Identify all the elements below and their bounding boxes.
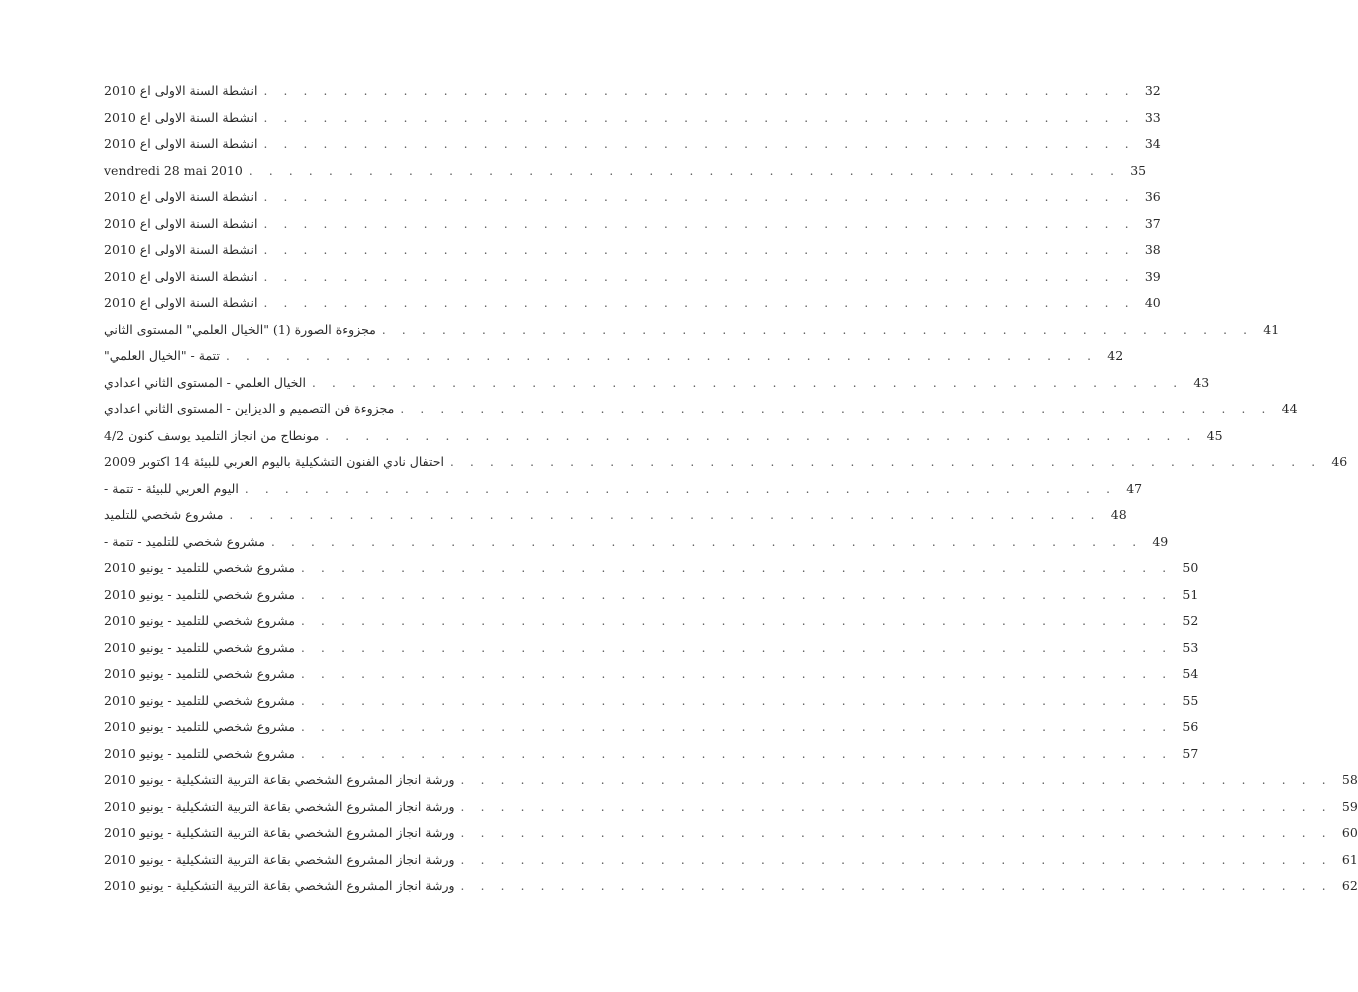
toc-entry-title: انشطة السنة الاولى اع 2010 — [104, 268, 258, 284]
toc-entry-page: 62 — [1341, 878, 1358, 893]
dot-leader: . . . . . . . . . . . . . . . . . . . . . . . . . . . . . . . . . . . . . . . . . . . . — [270, 534, 1143, 549]
dot-leader: . . . . . . . . . . . . . . . . . . . . . . . . . . . . . . . . . . . . . . . . . . . . — [301, 667, 1173, 681]
toc-entry-page: 46 — [1331, 454, 1348, 469]
toc-entry-title: احتفال نادي الفنون التشكيلية باليوم العربي للبيئة 14 اكتوبر 2009 — [104, 454, 444, 469]
toc-entry[interactable] — [104, 507, 1127, 534]
toc-entry-page: 58 — [1341, 772, 1358, 787]
toc-entry-page: 54 — [1182, 666, 1199, 681]
toc-entry-title: مشروع شخصي للتلميد - يونيو 2010 — [104, 666, 296, 681]
dot-leader: . . . . . . . . . . . . . . . . . . . . . . . . . . . . . . . . . . . . . . . . . . . . — [248, 163, 1121, 178]
toc-entry-title: تتمة - "الخيال العلمي" — [104, 348, 220, 363]
toc-entry-page: 47 — [1126, 480, 1143, 496]
toc-entry-title: ورشة انجاز المشروع الشخصي بقاعة التربية التشكيلية - يونيو 2010 — [104, 798, 455, 814]
dot-leader: . . . . . . . . . . . . . . . . . . . . . . . . . . . . . . . . . . . . . . . . . . . . — [263, 296, 1135, 310]
toc-entry[interactable] — [104, 613, 1199, 640]
toc-entry[interactable] — [104, 798, 1358, 826]
toc-entry-page: 49 — [1152, 533, 1169, 549]
toc-entry[interactable] — [104, 878, 1358, 905]
toc-entry-page: 41 — [1263, 321, 1280, 337]
dot-leader: . . . . . . . . . . . . . . . . . . . . . . . . . . . . . . . . . . . . . . . . . . . . — [263, 137, 1135, 151]
toc-entry-title: مشروع شخصي للتلميد - يونيو 2010 — [104, 745, 296, 761]
toc-entry-page: 53 — [1182, 639, 1199, 655]
dot-leader: . . . . . . . . . . . . . . . . . . . . . . . . . . . . . . . . . . . . . . . . . . . . — [263, 110, 1135, 125]
toc-entry-title: انشطة السنة الاولى اع 2010 — [104, 295, 258, 310]
toc-entry-page: 52 — [1182, 613, 1199, 628]
toc-entry[interactable] — [104, 295, 1161, 322]
toc-entry[interactable] — [104, 401, 1298, 428]
toc-entry[interactable] — [104, 374, 1210, 402]
toc-entry[interactable] — [104, 136, 1161, 163]
dot-leader: . . . . . . . . . . . . . . . . . . . . . . . . . . . . . . . . . . . . . . . . . . . . — [301, 720, 1173, 734]
toc-entry-title: مشروع شخصي للتلميد - يونيو 2010 — [104, 692, 296, 708]
toc-entry-title: انشطة السنة الاولى اع 2010 — [104, 136, 258, 151]
dot-leader: . . . . . . . . . . . . . . . . . . . . . . . . . . . . . . . . . . . . . . . . . . . . — [301, 693, 1173, 708]
toc-entry-page: 61 — [1341, 851, 1358, 867]
dot-leader: . . . . . . . . . . . . . . . . . . . . . . . . . . . . . . . . . . . . . . . . . . . . — [449, 455, 1322, 469]
dot-leader: . . . . . . . . . . . . . . . . . . . . . . . . . . . . . . . . . . . . . . . . . . . . — [263, 216, 1135, 231]
toc-entry-page: 44 — [1281, 401, 1298, 416]
toc-entry-page: 45 — [1206, 427, 1223, 443]
toc-entry-page: 50 — [1182, 560, 1199, 575]
toc-entry-page: 37 — [1144, 215, 1161, 231]
toc-entry-page: 34 — [1144, 136, 1161, 151]
toc-entry-page: 38 — [1144, 242, 1161, 257]
toc-entry[interactable] — [104, 692, 1199, 720]
toc-entry[interactable] — [104, 560, 1199, 587]
toc-entry-title: مجزوءة الصورة (1) "الخيال العلمي" المستوى الثاني — [104, 321, 376, 337]
toc-entry[interactable] — [104, 321, 1280, 349]
toc-entry-page: 36 — [1144, 189, 1161, 204]
dot-leader: . . . . . . . . . . . . . . . . . . . . . . . . . . . . . . . . . . . . . . . . . . . . — [460, 773, 1332, 787]
dot-leader: . . . . . . . . . . . . . . . . . . . . . . . . . . . . . . . . . . . . . . . . . . . . — [460, 826, 1332, 840]
dot-leader: . . . . . . . . . . . . . . . . . . . . . . . . . . . . . . . . . . . . . . . . . . . . — [263, 243, 1135, 257]
dot-leader: . . . . . . . . . . . . . . . . . . . . . . . . . . . . . . . . . . . . . . . . . . . . — [301, 640, 1173, 655]
toc-entry[interactable] — [104, 719, 1199, 746]
toc-entry-page: 56 — [1182, 719, 1199, 734]
toc-entry-title: الخيال العلمي - المستوى الثاني اعدادي — [104, 374, 306, 390]
toc-entry-title: انشطة السنة الاولى اع 2010 — [104, 189, 258, 204]
toc-entry-page: 40 — [1144, 295, 1161, 310]
toc-entry-page: 51 — [1182, 586, 1199, 602]
toc-entry[interactable] — [104, 348, 1124, 375]
toc-entry-page: 33 — [1144, 109, 1161, 125]
toc-entry-title: انشطة السنة الاولى اع 2010 — [104, 83, 258, 98]
toc-entry-page: 55 — [1182, 692, 1199, 708]
toc-entry-page: 32 — [1144, 83, 1161, 98]
toc-entry[interactable] — [104, 109, 1161, 137]
toc-entry-page: 39 — [1144, 268, 1161, 284]
toc-entry-page: 48 — [1110, 507, 1127, 522]
toc-entry-title: مشروع شخصي للتلميد - يونيو 2010 — [104, 719, 296, 734]
toc-entry[interactable] — [104, 772, 1358, 799]
dot-leader: . . . . . . . . . . . . . . . . . . . . . . . . . . . . . . . . . . . . . . . . . . . . — [301, 587, 1173, 602]
dot-leader: . . . . . . . . . . . . . . . . . . . . . . . . . . . . . . . . . . . . . . . . . . . . — [460, 879, 1332, 893]
toc-entry-title: ورشة انجاز المشروع الشخصي بقاعة التربية التشكيلية - يونيو 2010 — [104, 772, 455, 787]
toc-entry-title: انشطة السنة الاولى اع 2010 — [104, 242, 258, 257]
toc-entry[interactable] — [104, 480, 1143, 508]
toc-entry[interactable] — [104, 162, 1147, 190]
dot-leader: . . . . . . . . . . . . . . . . . . . . . . . . . . . . . . . . . . . . . . . . . . . . — [263, 269, 1135, 284]
dot-leader: . . . . . . . . . . . . . . . . . . . . . . . . . . . . . . . . . . . . . . . . . . . . — [244, 481, 1117, 496]
toc-entry-title: مشروع شخصي للتلميد - تتمة - — [104, 533, 265, 549]
toc-entry-title: مشروع شخصي للتلميد - يونيو 2010 — [104, 613, 296, 628]
toc-entry-title: مشروع شخصي للتلميد - يونيو 2010 — [104, 639, 296, 655]
toc-entry[interactable] — [104, 215, 1161, 243]
dot-leader: . . . . . . . . . . . . . . . . . . . . . . . . . . . . . . . . . . . . . . . . . . . . — [301, 561, 1173, 575]
dot-leader: . . . . . . . . . . . . . . . . . . . . . . . . . . . . . . . . . . . . . . . . . . . . — [381, 322, 1254, 337]
toc-entry-title: ورشة انجاز المشروع الشخصي بقاعة التربية التشكيلية - يونيو 2010 — [104, 851, 455, 867]
dot-leader: . . . . . . . . . . . . . . . . . . . . . . . . . . . . . . . . . . . . . . . . . . . . — [311, 375, 1184, 390]
dot-leader: . . . . . . . . . . . . . . . . . . . . . . . . . . . . . . . . . . . . . . . . . . . . — [225, 349, 1098, 363]
toc-entry[interactable] — [104, 586, 1199, 614]
toc-entry[interactable] — [104, 83, 1161, 110]
toc-entry[interactable] — [104, 189, 1161, 216]
toc-entry-title: اليوم العربي للبيئة - تتمة - — [104, 480, 239, 496]
toc-entry-title: ورشة انجاز المشروع الشخصي بقاعة التربية التشكيلية - يونيو 2010 — [104, 825, 455, 840]
dot-leader: . . . . . . . . . . . . . . . . . . . . . . . . . . . . . . . . . . . . . . . . . . . . — [301, 614, 1173, 628]
toc-entry-page: 59 — [1341, 798, 1358, 814]
toc-entry[interactable] — [104, 242, 1161, 269]
dot-leader: . . . . . . . . . . . . . . . . . . . . . . . . . . . . . . . . . . . . . . . . . . . . — [263, 84, 1135, 98]
toc-entry[interactable] — [104, 454, 1348, 481]
dot-leader: . . . . . . . . . . . . . . . . . . . . . . . . . . . . . . . . . . . . . . . . . . . . — [301, 746, 1173, 761]
toc-entry-page: 57 — [1182, 745, 1199, 761]
dot-leader: . . . . . . . . . . . . . . . . . . . . . . . . . . . . . . . . . . . . . . . . . . . . — [263, 190, 1135, 204]
dot-leader: . . . . . . . . . . . . . . . . . . . . . . . . . . . . . . . . . . . . . . . . . . . . — [325, 428, 1197, 443]
toc-entry-title: مشروع شخصي للتلميد - يونيو 2010 — [104, 560, 296, 575]
toc-entry-title: مشروع شخصي للتلميد - يونيو 2010 — [104, 586, 296, 602]
toc-entry[interactable] — [104, 639, 1199, 667]
toc-entry-page: 42 — [1107, 348, 1124, 363]
toc-entry-title: انشطة السنة الاولى اع 2010 — [104, 215, 258, 231]
toc-entry[interactable] — [104, 825, 1358, 852]
dot-leader: . . . . . . . . . . . . . . . . . . . . . . . . . . . . . . . . . . . . . . . . . . . . — [400, 402, 1272, 416]
toc-entry[interactable] — [104, 533, 1169, 561]
toc-entry-title: مشروع شخصي للتلميد — [104, 507, 224, 522]
toc-entry[interactable] — [104, 851, 1358, 879]
toc-entry-title: مونطاج من انجاز التلميد يوسف كنون 4/2 — [104, 427, 320, 443]
dot-leader: . . . . . . . . . . . . . . . . . . . . . . . . . . . . . . . . . . . . . . . . . . . . — [229, 508, 1101, 522]
toc-entry[interactable] — [104, 268, 1161, 296]
toc-entry-title: انشطة السنة الاولى اع 2010 — [104, 109, 258, 125]
toc-entry-title: vendredi 28 mai 2010 — [104, 162, 243, 178]
toc-entry[interactable] — [104, 427, 1223, 455]
toc-entry-page: 43 — [1193, 374, 1210, 390]
toc-entry-page: 35 — [1130, 162, 1147, 178]
toc-entry[interactable] — [104, 745, 1199, 773]
toc-entry-title: ورشة انجاز المشروع الشخصي بقاعة التربية التشكيلية - يونيو 2010 — [104, 878, 455, 893]
dot-leader: . . . . . . . . . . . . . . . . . . . . . . . . . . . . . . . . . . . . . . . . . . . . — [460, 799, 1332, 814]
toc-entry-page: 60 — [1341, 825, 1358, 840]
dot-leader: . . . . . . . . . . . . . . . . . . . . . . . . . . . . . . . . . . . . . . . . . . . . — [460, 852, 1332, 867]
toc-entry[interactable] — [104, 666, 1199, 693]
toc-entry-title: مجزوءة فن التصميم و الديزاين - المستوى الثاني اعدادي — [104, 401, 395, 416]
table-of-contents — [104, 83, 1358, 905]
